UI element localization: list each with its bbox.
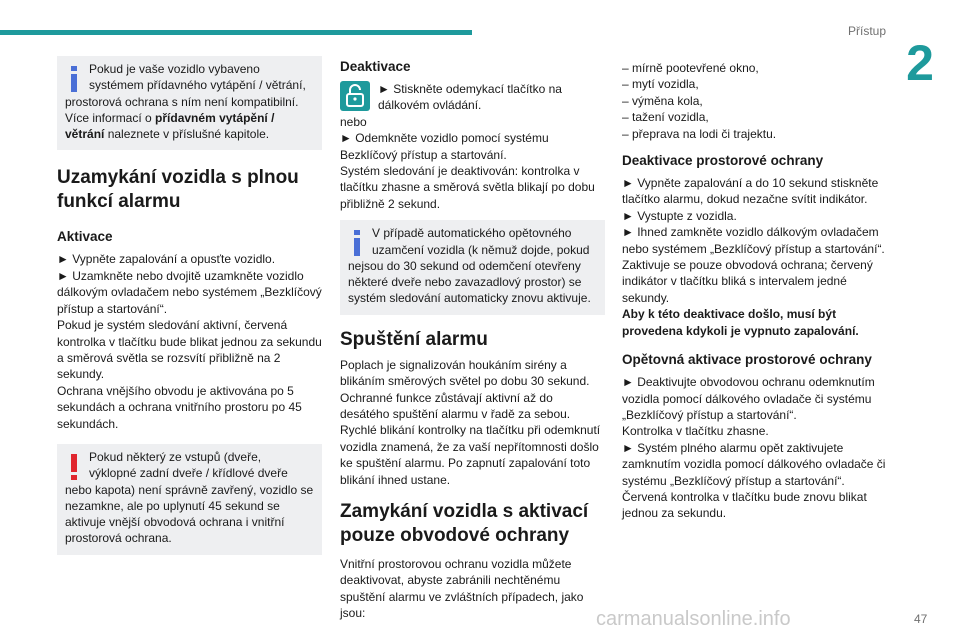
info-ref-post: naleznete v příslušné kapitole. bbox=[104, 127, 270, 142]
subsection-heading: Opětovná aktivace prostorové ochrany bbox=[622, 352, 872, 368]
paragraph: ► Systém plného alarmu opět zaktivujete zamknutím vozidla pomocí dálkového ovladače či systému „Bezklíčový přístup a startování“. bbox=[622, 440, 886, 488]
paragraph: Pokud je systém sledování aktivní, červená kontrolka v tlačítku bude blikat jednou za sekundu a směrová světla se rozsvítí přibližně na 2 sekundy. bbox=[57, 318, 322, 382]
section-heading: Zamykání vozidla s aktivací pouze obvodové ochrany bbox=[340, 500, 589, 546]
info-ref-pre: Více informací o bbox=[65, 110, 156, 125]
paragraph: ► Odemkněte vozidlo pomocí systému Bezklíčový přístup a startování. bbox=[340, 131, 549, 162]
list-item: – mytí vozidla, bbox=[622, 77, 699, 92]
info-icon bbox=[350, 230, 364, 256]
info-box bbox=[340, 220, 605, 314]
paragraph-bold: Aby k této deaktivace došlo, musí být provedena kdykoli je vypnuto zapalování. bbox=[622, 307, 859, 338]
column-left bbox=[57, 56, 322, 569]
paragraph: Ochrana vnějšího obvodu je aktivována po 5 sekundách a ochrana vnitřního prostoru po 45 sekundách. bbox=[57, 383, 302, 431]
list-item: – přeprava na lodi či trajektu. bbox=[622, 126, 777, 141]
info-icon bbox=[67, 66, 81, 92]
subsection-heading: Aktivace bbox=[57, 229, 113, 245]
warning-line: Pokud některý ze vstupů (dveře, bbox=[89, 449, 262, 464]
subsection-heading: Deaktivace prostorové ochrany bbox=[622, 153, 824, 169]
info-ref-bold: přídavném vytápění / větrání bbox=[65, 110, 275, 142]
warning-line: výklopné zadní dveře / křídlové dveře bbox=[89, 466, 288, 481]
paragraph: ► Ihned zamkněte vozidlo dálkovým ovladačem nebo systémem „Bezklíčový přístup a startování“. bbox=[622, 225, 885, 256]
paragraph: Rychlé blikání kontrolky na tlačítku při odemknutí vozidla znamená, že za vaší nepřítomnosti došlo ke spuštění alarmu. Po zapnutí zapalování toto blikání ihned ustane. bbox=[340, 423, 601, 487]
unlock-icon bbox=[340, 81, 370, 111]
paragraph: nebo bbox=[340, 114, 367, 129]
warning-text: nebo kapota) není správně zavřený, vozidlo se nezamkne, ale po uplynutí 45 sekund se aktivuje vnější obvodová ochrana i vnitřní prostorová ochrana. bbox=[65, 482, 314, 546]
section-heading: Spuštění alarmu bbox=[340, 328, 488, 350]
info-text: prostorová ochrana s ním není kompatibilní. bbox=[65, 94, 299, 109]
list-item: – mírně pootevřené okno, bbox=[622, 61, 759, 75]
info-line: V případě automatického opětovného bbox=[372, 226, 572, 241]
paragraph: Kontrolka v tlačítku zhasne. bbox=[622, 424, 769, 439]
warning-icon bbox=[67, 454, 81, 480]
info-line: uzamčení vozidla (k němuž dojde, pokud bbox=[372, 242, 590, 257]
paragraph: ► Uzamkněte nebo dvojitě uzamkněte vozidlo dálkovým ovladačem nebo systémem „Bezklíčový přístup a startování“. bbox=[57, 268, 322, 316]
section-heading: Uzamykání vozidla s plnou funkcí alarmu bbox=[57, 167, 299, 213]
paragraph: ► Vypněte zapalování a opusťte vozidlo. bbox=[57, 252, 276, 267]
paragraph: Poplach je signalizován houkáním sirény a blikáním směrových světel po dobu 30 sekund. bbox=[340, 357, 590, 389]
paragraph: ► Vypněte zapalování a do 10 sekund stiskněte tlačítko alarmu, dokud nezačne svítit indikátor. bbox=[622, 176, 879, 207]
info-box bbox=[57, 56, 322, 150]
column-middle bbox=[340, 56, 605, 622]
paragraph: ► Stiskněte odemykací tlačítko na dálkovém ovládání. bbox=[378, 82, 562, 113]
paragraph: ► Vystupte z vozidla. bbox=[622, 208, 737, 223]
chapter-number: 2 bbox=[906, 35, 934, 91]
list-item: – tažení vozidla, bbox=[622, 110, 709, 125]
paragraph: Zaktivuje se pouze obvodová ochrana; červený indikátor v tlačítku bliká s intervalem jedné sekundy. bbox=[622, 258, 873, 305]
paragraph: Ochranné funkce zůstávají aktivní až do desátého spuštění alarmu v řadě za sebou. bbox=[340, 390, 571, 421]
paragraph: ► Deaktivujte obvodovou ochranu odemknutím vozidla pomocí dálkového ovladače či systému „Bezklíčový přístup a startování“. bbox=[622, 375, 875, 422]
watermark: carmanualsonline.info bbox=[596, 608, 791, 630]
paragraph: Systém sledování je deaktivován: kontrolka v tlačítku zhasne a směrová světla blikají po dobu přibližně 2 sekund. bbox=[340, 164, 595, 211]
section-title: Přístup bbox=[847, 24, 886, 38]
info-text: nejsou do 30 sekund od odemčení otevřeny některé dveře nebo zavazadlový prostor) se systém sledování automaticky znovu aktivuje. bbox=[348, 258, 591, 306]
deactivation-row bbox=[340, 81, 605, 114]
page-number: 47 bbox=[914, 612, 928, 626]
column-right bbox=[622, 60, 887, 522]
paragraph: Červená kontrolka v tlačítku bude znovu blikat jednou za sekundu. bbox=[622, 489, 867, 521]
warning-box bbox=[57, 444, 322, 555]
info-line: systémem přídavného vytápění / větrání, bbox=[89, 78, 306, 93]
info-line: Pokud je vaše vozidlo vybaveno bbox=[89, 62, 260, 76]
list-item: – výměna kola, bbox=[622, 93, 703, 108]
subsection-heading: Deaktivace bbox=[340, 59, 411, 74]
header-accent-bar bbox=[0, 30, 472, 35]
paragraph: Vnitřní prostorovou ochranu vozidla můžete deaktivovat, abyste zabránili nechtěnému spuštění alarmu ve zvláštních případech, jako jsou: bbox=[340, 556, 584, 621]
